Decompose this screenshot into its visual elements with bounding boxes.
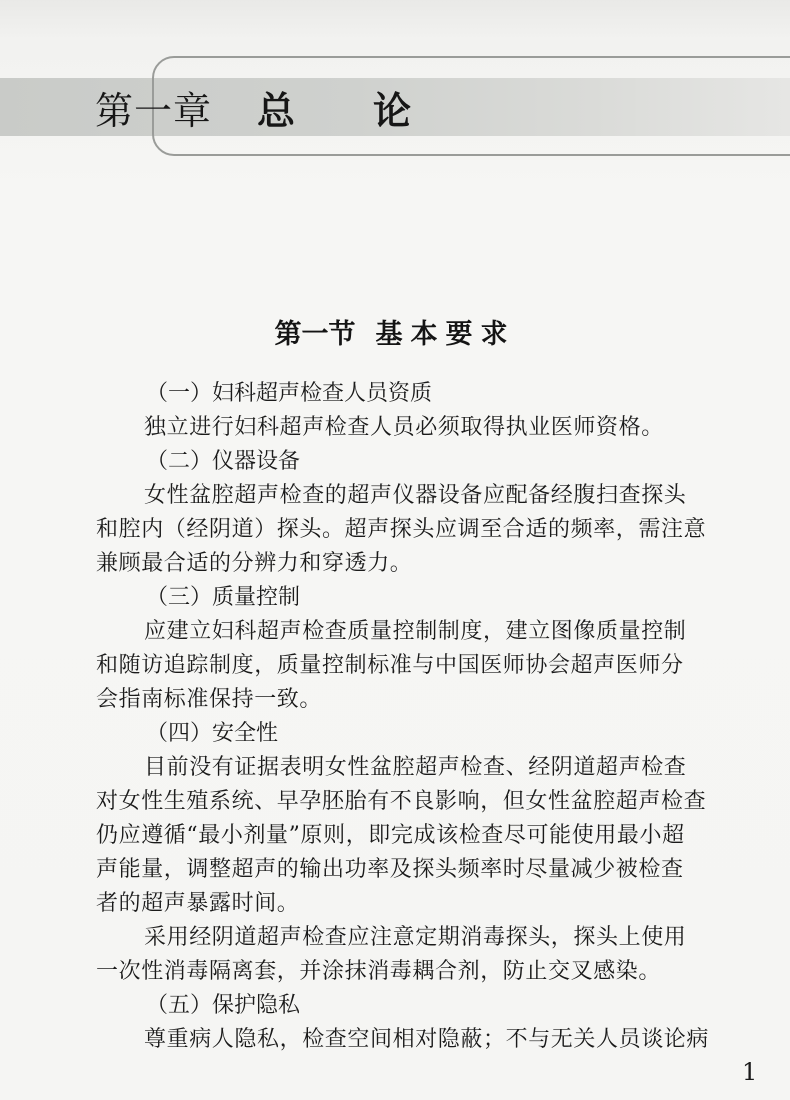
body-text xyxy=(96,377,760,1057)
text-line: 者的超声暴露时间。 xyxy=(96,891,300,916)
subsection-heading: （四）安全性 xyxy=(146,721,279,746)
section-name: 基本要求 xyxy=(375,319,516,350)
chapter-title xyxy=(95,78,489,136)
chapter-name: 总论 xyxy=(257,88,490,133)
text-line: 一次性消毒隔离套，并涂抹消毒耦合剂，防止交叉感染。 xyxy=(96,959,662,984)
text-line: 女性盆腔超声检查的超声仪器设备应配备经腹扫查探头 xyxy=(144,483,687,508)
paragraph xyxy=(96,411,760,445)
text-line: 会指南标准保持一致。 xyxy=(96,687,323,712)
subsection-heading: （五）保护隐私 xyxy=(146,993,301,1018)
subsection-heading: （三）质量控制 xyxy=(146,585,301,610)
text-line: 声能量，调整超声的输出功率及探头频率时尽量减少被检查 xyxy=(96,857,684,882)
text-line: 和随访追踪制度，质量控制标准与中国医师协会超声医师分 xyxy=(96,653,684,678)
text-line: 采用经阴道超声检查应注意定期消毒探头，探头上使用 xyxy=(144,925,687,950)
paragraph xyxy=(96,1023,760,1057)
text-line: 目前没有证据表明女性盆腔超声检查、经阴道超声检查 xyxy=(144,755,687,780)
section-number: 第一节 xyxy=(274,319,356,350)
paragraph xyxy=(96,615,760,717)
text-line: 对女性生殖系统、早孕胚胎有不良影响，但女性盆腔超声检查 xyxy=(96,789,707,814)
subsection-heading: （二）仪器设备 xyxy=(146,449,301,474)
text-line: 仍应遵循“最小剂量”原则，即完成该检查尽可能使用最小超 xyxy=(96,823,685,848)
section-title xyxy=(0,312,790,351)
paragraph xyxy=(96,921,760,989)
chapter-number: 第一章 xyxy=(95,88,213,133)
paragraph xyxy=(96,479,760,581)
text-line: 独立进行妇科超声检查人员必须取得执业医师资格。 xyxy=(144,415,664,440)
paragraph xyxy=(96,751,760,921)
text-line: 兼顾最合适的分辨力和穿透力。 xyxy=(96,551,413,576)
page-number: 1 xyxy=(742,1058,758,1086)
text-line: 应建立妇科超声检查质量控制制度，建立图像质量控制 xyxy=(144,619,687,644)
text-line: 尊重病人隐私，检查空间相对隐蔽；不与无关人员谈论病 xyxy=(144,1027,710,1052)
text-line: 和腔内（经阴道）探头。超声探头应调至合适的频率，需注意 xyxy=(96,517,707,542)
subsection-heading: （一）妇科超声检查人员资质 xyxy=(146,381,433,406)
